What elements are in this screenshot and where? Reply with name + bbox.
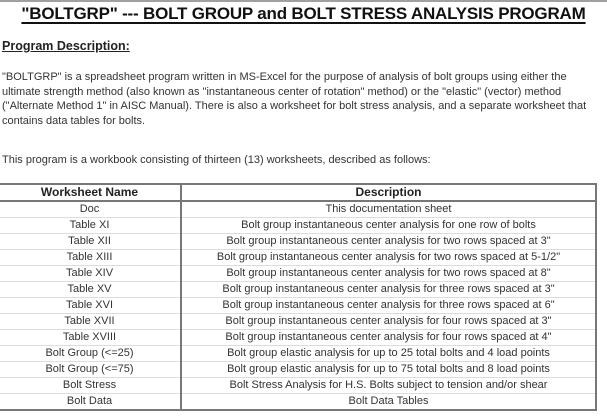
- description-cell: Bolt group instantaneous center analysis for four rows spaced at 3": [181, 314, 596, 330]
- description-cell: Bolt group instantaneous center analysis for two rows spaced at 8": [181, 266, 596, 282]
- worksheet-name-cell: Table XIII: [0, 250, 181, 266]
- table-row: [0, 282, 596, 298]
- description-cell: Bolt group instantaneous center analysis for four rows spaced at 4": [181, 330, 596, 346]
- worksheet-name-cell: Table XVIII: [0, 330, 181, 346]
- worksheet-name-cell: Doc: [0, 201, 181, 218]
- description-cell: Bolt group instantaneous center analysis for one row of bolts: [181, 218, 596, 234]
- worksheet-name-cell: Bolt Stress: [0, 378, 181, 394]
- table-row: [0, 234, 596, 250]
- description-cell: Bolt Stress Analysis for H.S. Bolts subject to tension and/or shear: [181, 378, 596, 394]
- worksheet-name-cell: Table XV: [0, 282, 181, 298]
- description-cell: Bolt group instantaneous center analysis for three rows spaced at 3": [181, 282, 596, 298]
- description-cell: Bolt group instantaneous center analysis for two rows spaced at 3": [181, 234, 596, 250]
- worksheet-name-cell: Table XVI: [0, 298, 181, 314]
- description-cell: Bolt Data Tables: [181, 394, 596, 411]
- section-heading: Program Description:: [2, 39, 130, 53]
- page-title-text: "BOLTGRP" --- BOLT GROUP and BOLT STRESS ANALYSIS PROGRAM: [21, 4, 586, 23]
- table-row: [0, 250, 596, 266]
- worksheet-name-cell: Bolt Group (<=25): [0, 346, 181, 362]
- table-row: [0, 362, 596, 378]
- table-row: [0, 298, 596, 314]
- table-row: [0, 201, 596, 218]
- table-row: [0, 218, 596, 234]
- worksheet-name-cell: Table XII: [0, 234, 181, 250]
- header-worksheet-name: Worksheet Name: [0, 184, 181, 201]
- description-cell: This documentation sheet: [181, 201, 596, 218]
- table-row: [0, 378, 596, 394]
- worksheets-table: [0, 183, 597, 411]
- table-row: [0, 330, 596, 346]
- program-description: "BOLTGRP" is a spreadsheet program written in MS-Excel for the purpose of analysis of bolt groups using either the ultimate strength method (also known as "instantaneous center of rotation" method) or the "elastic" (vector) method ("Alternate Method 1" in AISC Manual). There is also a worksheet for bolt stress analysis, and a separate worksheet that contains data tables for bolts.: [2, 71, 587, 128]
- description-cell: Bolt group elastic analysis for up to 25 total bolts and 4 load points: [181, 346, 596, 362]
- worksheet-name-cell: Table XI: [0, 218, 181, 234]
- table-row: [0, 314, 596, 330]
- worksheets-intro: This program is a workbook consisting of thirteen (13) worksheets, described as follows:: [2, 154, 431, 166]
- worksheet-name-cell: Bolt Group (<=75): [0, 362, 181, 378]
- table-row: [0, 346, 596, 362]
- worksheet-name-cell: Table XIV: [0, 266, 181, 282]
- table-row: [0, 266, 596, 282]
- description-cell: Bolt group instantaneous center analysis for two rows spaced at 5-1/2": [181, 250, 596, 266]
- header-description: Description: [181, 184, 596, 201]
- worksheet-name-cell: Table XVII: [0, 314, 181, 330]
- description-cell: Bolt group elastic analysis for up to 75 total bolts and 8 load points: [181, 362, 596, 378]
- table-row: [0, 394, 596, 411]
- page-title: [0, 4, 607, 24]
- description-cell: Bolt group instantaneous center analysis for three rows spaced at 6": [181, 298, 596, 314]
- table-header-row: [0, 184, 596, 201]
- worksheet-name-cell: Bolt Data: [0, 394, 181, 411]
